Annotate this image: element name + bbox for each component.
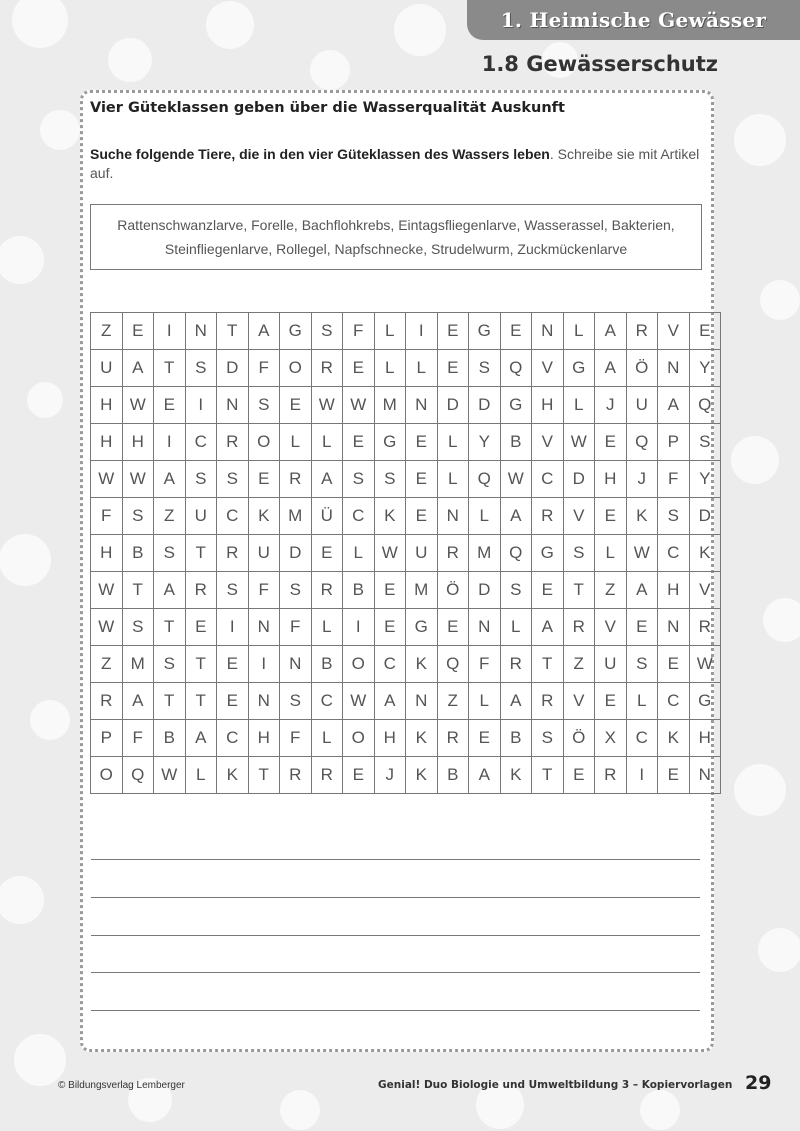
grid-cell[interactable]: E	[658, 646, 690, 683]
grid-cell[interactable]: I	[406, 313, 438, 350]
grid-cell[interactable]: E	[374, 609, 406, 646]
grid-cell[interactable]: N	[658, 350, 690, 387]
grid-row	[91, 757, 721, 794]
grid-cell[interactable]: E	[343, 757, 375, 794]
grid-cell[interactable]: R	[217, 535, 249, 572]
grid-cell[interactable]: R	[91, 683, 123, 720]
grid-cell[interactable]: Q	[437, 646, 469, 683]
grid-cell[interactable]: I	[154, 424, 186, 461]
grid-cell[interactable]: N	[406, 683, 438, 720]
grid-cell[interactable]: J	[595, 387, 627, 424]
grid-cell[interactable]: W	[563, 424, 595, 461]
grid-cell[interactable]: G	[532, 535, 564, 572]
grid-cell[interactable]: C	[658, 535, 690, 572]
grid-cell[interactable]: A	[122, 350, 154, 387]
grid-cell[interactable]: H	[374, 720, 406, 757]
grid-cell[interactable]: B	[122, 535, 154, 572]
grid-cell[interactable]: R	[185, 572, 217, 609]
grid-cell[interactable]: W	[343, 387, 375, 424]
grid-cell[interactable]: V	[563, 498, 595, 535]
grid-cell[interactable]: K	[626, 498, 658, 535]
grid-cell[interactable]: E	[122, 313, 154, 350]
grid-cell[interactable]: W	[122, 461, 154, 498]
grid-cell[interactable]: A	[374, 683, 406, 720]
grid-cell[interactable]: N	[658, 609, 690, 646]
grid-cell[interactable]: Z	[91, 313, 123, 350]
grid-cell[interactable]: R	[563, 609, 595, 646]
grid-cell[interactable]: S	[122, 609, 154, 646]
grid-cell[interactable]: G	[689, 683, 721, 720]
grid-cell[interactable]: C	[185, 424, 217, 461]
grid-cell[interactable]: W	[343, 683, 375, 720]
word-list: Rattenschwanzlarve, Forelle, Bachflohkrebs, Eintagsfliegenlarve, Wasserassel, Bakterien, Steinfliegenlarve, Rollegel, Napfschnecke, Strudelwurm, Zuckmückenlarve	[117, 217, 675, 257]
grid-cell[interactable]: S	[185, 350, 217, 387]
grid-cell[interactable]: L	[374, 313, 406, 350]
grid-cell[interactable]: L	[185, 757, 217, 794]
grid-cell[interactable]: X	[595, 720, 627, 757]
grid-cell[interactable]: I	[626, 757, 658, 794]
grid-cell[interactable]: Z	[154, 498, 186, 535]
grid-cell[interactable]: D	[217, 350, 249, 387]
grid-cell[interactable]: I	[154, 313, 186, 350]
grid-cell[interactable]: Q	[689, 387, 721, 424]
grid-cell[interactable]: G	[563, 350, 595, 387]
answer-line[interactable]	[91, 859, 700, 860]
grid-cell[interactable]: H	[595, 461, 627, 498]
grid-cell[interactable]: M	[374, 387, 406, 424]
grid-cell[interactable]: S	[217, 572, 249, 609]
grid-cell[interactable]: V	[532, 424, 564, 461]
grid-cell[interactable]: E	[595, 498, 627, 535]
grid-cell[interactable]: Q	[122, 757, 154, 794]
grid-cell[interactable]: T	[532, 757, 564, 794]
grid-cell[interactable]: T	[154, 350, 186, 387]
grid-cell[interactable]: R	[311, 757, 343, 794]
grid-cell[interactable]: D	[689, 498, 721, 535]
grid-cell[interactable]: R	[280, 461, 312, 498]
grid-cell[interactable]: Z	[595, 572, 627, 609]
answer-line[interactable]	[91, 935, 700, 936]
grid-cell[interactable]: H	[91, 387, 123, 424]
grid-cell[interactable]: Q	[500, 350, 532, 387]
grid-cell[interactable]: L	[626, 683, 658, 720]
word-list-box	[90, 204, 702, 270]
grid-cell[interactable]: H	[248, 720, 280, 757]
grid-cell[interactable]: I	[248, 646, 280, 683]
grid-cell[interactable]: A	[311, 461, 343, 498]
grid-cell[interactable]: A	[154, 572, 186, 609]
grid-cell[interactable]: E	[532, 572, 564, 609]
section-title: 1.8 Gewässerschutz	[481, 52, 718, 76]
grid-cell[interactable]: L	[406, 350, 438, 387]
grid-cell[interactable]: O	[343, 646, 375, 683]
grid-cell[interactable]: M	[280, 498, 312, 535]
grid-cell[interactable]: Q	[626, 424, 658, 461]
grid-cell[interactable]: Y	[689, 461, 721, 498]
grid-cell[interactable]: F	[248, 350, 280, 387]
grid-cell[interactable]: B	[500, 424, 532, 461]
grid-row	[91, 535, 721, 572]
grid-cell[interactable]: T	[185, 535, 217, 572]
grid-cell[interactable]: B	[437, 757, 469, 794]
grid-cell[interactable]: A	[658, 387, 690, 424]
grid-cell[interactable]: G	[280, 313, 312, 350]
grid-cell[interactable]: W	[689, 646, 721, 683]
grid-cell[interactable]: R	[437, 535, 469, 572]
grid-cell[interactable]: A	[500, 683, 532, 720]
grid-cell[interactable]: E	[374, 572, 406, 609]
grid-cell[interactable]: W	[500, 461, 532, 498]
grid-cell[interactable]: B	[343, 572, 375, 609]
grid-cell[interactable]: U	[248, 535, 280, 572]
grid-cell[interactable]: N	[532, 313, 564, 350]
grid-cell[interactable]: A	[122, 683, 154, 720]
copyright: © Bildungsverlag Lemberger	[58, 1080, 185, 1091]
grid-cell[interactable]: C	[374, 646, 406, 683]
grid-cell[interactable]: I	[185, 387, 217, 424]
grid-cell[interactable]: L	[469, 498, 501, 535]
publication-title: Genial! Duo Biologie und Umweltbildung 3 – Kopiervorlagen	[378, 1079, 733, 1091]
grid-cell[interactable]: E	[406, 424, 438, 461]
grid-cell[interactable]: I	[217, 609, 249, 646]
grid-cell[interactable]: F	[343, 313, 375, 350]
grid-cell[interactable]: A	[248, 313, 280, 350]
grid-cell[interactable]: K	[689, 535, 721, 572]
grid-cell[interactable]: V	[689, 572, 721, 609]
grid-cell[interactable]: E	[154, 387, 186, 424]
grid-cell[interactable]: D	[469, 572, 501, 609]
grid-cell[interactable]: H	[91, 424, 123, 461]
grid-cell[interactable]: E	[658, 757, 690, 794]
grid-row	[91, 683, 721, 720]
grid-cell[interactable]: H	[91, 535, 123, 572]
grid-cell[interactable]: B	[311, 646, 343, 683]
grid-cell[interactable]: A	[154, 461, 186, 498]
grid-cell[interactable]: C	[532, 461, 564, 498]
grid-cell[interactable]: D	[280, 535, 312, 572]
grid-cell[interactable]: T	[122, 572, 154, 609]
grid-cell[interactable]: L	[469, 683, 501, 720]
grid-row	[91, 646, 721, 683]
grid-cell[interactable]: S	[658, 498, 690, 535]
grid-cell[interactable]: F	[122, 720, 154, 757]
grid-cell[interactable]: V	[595, 609, 627, 646]
grid-cell[interactable]: S	[280, 683, 312, 720]
grid-cell[interactable]: A	[532, 609, 564, 646]
grid-cell[interactable]: S	[469, 350, 501, 387]
grid-cell[interactable]: E	[563, 757, 595, 794]
grid-cell[interactable]: O	[280, 350, 312, 387]
grid-cell[interactable]: Q	[500, 535, 532, 572]
grid-cell[interactable]: S	[185, 461, 217, 498]
grid-row	[91, 720, 721, 757]
grid-cell[interactable]: M	[469, 535, 501, 572]
grid-cell[interactable]: L	[311, 424, 343, 461]
grid-cell[interactable]: C	[343, 498, 375, 535]
grid-cell[interactable]: P	[658, 424, 690, 461]
grid-cell[interactable]: F	[658, 461, 690, 498]
grid-cell[interactable]: N	[248, 609, 280, 646]
grid-cell[interactable]: K	[406, 720, 438, 757]
instructions-bold: Suche folgende Tiere, die in den vier Güteklassen des Wassers leben	[90, 146, 550, 162]
grid-cell[interactable]: T	[563, 572, 595, 609]
grid-cell[interactable]: W	[154, 757, 186, 794]
grid-cell[interactable]: G	[500, 387, 532, 424]
grid-cell[interactable]: E	[217, 646, 249, 683]
grid-cell[interactable]: Ö	[563, 720, 595, 757]
grid-cell[interactable]: E	[406, 498, 438, 535]
grid-cell[interactable]: E	[626, 609, 658, 646]
grid-cell[interactable]: E	[280, 387, 312, 424]
grid-cell[interactable]: E	[689, 313, 721, 350]
grid-cell[interactable]: E	[343, 350, 375, 387]
grid-cell[interactable]: C	[217, 498, 249, 535]
grid-cell[interactable]: U	[185, 498, 217, 535]
grid-cell[interactable]: R	[532, 683, 564, 720]
grid-cell[interactable]: L	[563, 387, 595, 424]
grid-cell[interactable]: C	[217, 720, 249, 757]
grid-cell[interactable]: P	[91, 720, 123, 757]
grid-cell[interactable]: Ü	[311, 498, 343, 535]
grid-cell[interactable]: H	[689, 720, 721, 757]
answer-line[interactable]	[91, 972, 700, 973]
grid-cell[interactable]: E	[311, 535, 343, 572]
grid-cell[interactable]: J	[374, 757, 406, 794]
grid-cell[interactable]: K	[500, 757, 532, 794]
grid-cell[interactable]: S	[154, 535, 186, 572]
grid-cell[interactable]: W	[91, 572, 123, 609]
grid-cell[interactable]: K	[248, 498, 280, 535]
grid-cell[interactable]: I	[343, 609, 375, 646]
grid-cell[interactable]: W	[311, 387, 343, 424]
grid-cell[interactable]: R	[311, 350, 343, 387]
grid-cell[interactable]: H	[122, 424, 154, 461]
grid-cell[interactable]: A	[626, 572, 658, 609]
grid-cell[interactable]: A	[500, 498, 532, 535]
grid-cell[interactable]: F	[91, 498, 123, 535]
grid-cell[interactable]: B	[500, 720, 532, 757]
grid-cell[interactable]: T	[185, 646, 217, 683]
grid-cell[interactable]: L	[343, 535, 375, 572]
grid-cell[interactable]: Z	[91, 646, 123, 683]
grid-cell[interactable]: L	[595, 535, 627, 572]
grid-cell[interactable]: L	[374, 350, 406, 387]
grid-cell[interactable]: A	[595, 350, 627, 387]
grid-cell[interactable]: E	[248, 461, 280, 498]
grid-cell[interactable]: M	[406, 572, 438, 609]
grid-cell[interactable]: T	[217, 313, 249, 350]
grid-cell[interactable]: L	[311, 609, 343, 646]
grid-cell[interactable]: S	[311, 313, 343, 350]
grid-cell[interactable]: S	[343, 461, 375, 498]
worksheet-heading: Vier Güteklassen geben über die Wasserqualität Auskunft	[90, 100, 565, 116]
grid-cell[interactable]: N	[185, 313, 217, 350]
grid-cell[interactable]: S	[374, 461, 406, 498]
grid-cell[interactable]: Q	[469, 461, 501, 498]
grid-cell[interactable]: R	[437, 720, 469, 757]
grid-cell[interactable]: W	[91, 461, 123, 498]
grid-cell[interactable]: A	[469, 757, 501, 794]
grid-cell[interactable]: O	[91, 757, 123, 794]
page-number: 29	[745, 1072, 772, 1094]
grid-cell[interactable]: N	[437, 498, 469, 535]
grid-cell[interactable]: D	[469, 387, 501, 424]
grid-row	[91, 350, 721, 387]
grid-cell[interactable]: E	[437, 350, 469, 387]
grid-cell[interactable]: K	[374, 498, 406, 535]
grid-cell[interactable]: A	[185, 720, 217, 757]
grid-cell[interactable]: U	[626, 387, 658, 424]
grid-cell[interactable]: K	[406, 757, 438, 794]
grid-cell[interactable]: W	[91, 609, 123, 646]
grid-cell[interactable]: D	[437, 387, 469, 424]
grid-cell[interactable]: T	[532, 646, 564, 683]
instructions-rest: . Schreibe sie mit Artikel auf.	[90, 146, 700, 181]
grid-cell[interactable]: S	[563, 535, 595, 572]
grid-cell[interactable]: E	[406, 461, 438, 498]
grid-cell[interactable]: H	[658, 572, 690, 609]
grid-cell[interactable]: S	[500, 572, 532, 609]
grid-cell[interactable]: G	[406, 609, 438, 646]
grid-cell[interactable]: L	[437, 424, 469, 461]
answer-line[interactable]	[91, 1010, 700, 1011]
grid-cell[interactable]: R	[311, 572, 343, 609]
grid-cell[interactable]: U	[595, 646, 627, 683]
grid-cell[interactable]: V	[658, 313, 690, 350]
grid-cell[interactable]: S	[248, 387, 280, 424]
grid-cell[interactable]: E	[437, 609, 469, 646]
grid-cell[interactable]: E	[595, 424, 627, 461]
grid-cell[interactable]: U	[91, 350, 123, 387]
grid-cell[interactable]: K	[406, 646, 438, 683]
grid-row	[91, 609, 721, 646]
grid-row	[91, 461, 721, 498]
grid-cell[interactable]: J	[626, 461, 658, 498]
grid-cell[interactable]: S	[532, 720, 564, 757]
grid-row	[91, 313, 721, 350]
grid-cell[interactable]: W	[374, 535, 406, 572]
grid-cell[interactable]: R	[217, 424, 249, 461]
grid-cell[interactable]: L	[500, 609, 532, 646]
grid-cell[interactable]: Ö	[626, 350, 658, 387]
grid-cell[interactable]: O	[343, 720, 375, 757]
grid-row	[91, 387, 721, 424]
grid-cell[interactable]: F	[469, 646, 501, 683]
grid-cell[interactable]: L	[437, 461, 469, 498]
grid-cell[interactable]: W	[122, 387, 154, 424]
grid-cell[interactable]: V	[563, 683, 595, 720]
grid-row	[91, 424, 721, 461]
grid-cell[interactable]: C	[658, 683, 690, 720]
grid-cell[interactable]: N	[406, 387, 438, 424]
grid-cell[interactable]: S	[689, 424, 721, 461]
grid-cell[interactable]: G	[469, 313, 501, 350]
grid-cell[interactable]: E	[437, 313, 469, 350]
grid-cell[interactable]: Y	[689, 350, 721, 387]
grid-cell[interactable]: R	[626, 313, 658, 350]
grid-cell[interactable]: E	[469, 720, 501, 757]
grid-cell[interactable]: C	[311, 683, 343, 720]
grid-cell[interactable]: T	[154, 609, 186, 646]
grid-cell[interactable]: R	[532, 498, 564, 535]
grid-cell[interactable]: C	[626, 720, 658, 757]
grid-cell[interactable]: L	[280, 424, 312, 461]
grid-row	[91, 572, 721, 609]
grid-cell[interactable]: S	[217, 461, 249, 498]
grid-cell[interactable]: L	[311, 720, 343, 757]
grid-cell[interactable]: A	[595, 313, 627, 350]
grid-cell[interactable]: E	[500, 313, 532, 350]
grid-cell[interactable]: U	[406, 535, 438, 572]
grid-cell[interactable]: R	[500, 646, 532, 683]
grid-cell[interactable]: H	[532, 387, 564, 424]
grid-cell[interactable]: D	[563, 461, 595, 498]
grid-cell[interactable]: G	[374, 424, 406, 461]
grid-cell[interactable]: K	[658, 720, 690, 757]
grid-cell[interactable]: Ö	[437, 572, 469, 609]
chapter-tab: 1. Heimische Gewässer	[467, 0, 800, 40]
grid-cell[interactable]: F	[280, 720, 312, 757]
grid-cell[interactable]: S	[154, 646, 186, 683]
grid-cell[interactable]: N	[248, 683, 280, 720]
grid-cell[interactable]: M	[122, 646, 154, 683]
grid-cell[interactable]: K	[217, 757, 249, 794]
instructions	[90, 145, 710, 183]
grid-row	[91, 498, 721, 535]
grid-cell[interactable]: S	[626, 646, 658, 683]
grid-cell[interactable]: S	[280, 572, 312, 609]
grid-cell[interactable]: R	[689, 609, 721, 646]
grid-cell[interactable]: V	[532, 350, 564, 387]
grid-cell[interactable]: N	[689, 757, 721, 794]
grid-cell[interactable]: N	[280, 646, 312, 683]
grid-cell[interactable]: B	[154, 720, 186, 757]
grid-cell[interactable]: L	[563, 313, 595, 350]
grid-cell[interactable]: T	[248, 757, 280, 794]
grid-cell[interactable]: E	[595, 683, 627, 720]
word-search-grid	[90, 312, 721, 794]
grid-cell[interactable]: Z	[437, 683, 469, 720]
grid-cell[interactable]: E	[217, 683, 249, 720]
answer-line[interactable]	[91, 897, 700, 898]
grid-cell[interactable]: N	[469, 609, 501, 646]
grid-cell[interactable]: Y	[469, 424, 501, 461]
grid-cell[interactable]: Z	[563, 646, 595, 683]
grid-cell[interactable]: E	[343, 424, 375, 461]
grid-cell[interactable]: N	[217, 387, 249, 424]
grid-cell[interactable]: E	[185, 609, 217, 646]
grid-cell[interactable]: R	[280, 757, 312, 794]
grid-cell[interactable]: T	[154, 683, 186, 720]
grid-cell[interactable]: O	[248, 424, 280, 461]
grid-cell[interactable]: W	[626, 535, 658, 572]
grid-cell[interactable]: S	[122, 498, 154, 535]
grid-cell[interactable]: F	[280, 609, 312, 646]
grid-cell[interactable]: F	[248, 572, 280, 609]
grid-cell[interactable]: R	[595, 757, 627, 794]
grid-cell[interactable]: T	[185, 683, 217, 720]
